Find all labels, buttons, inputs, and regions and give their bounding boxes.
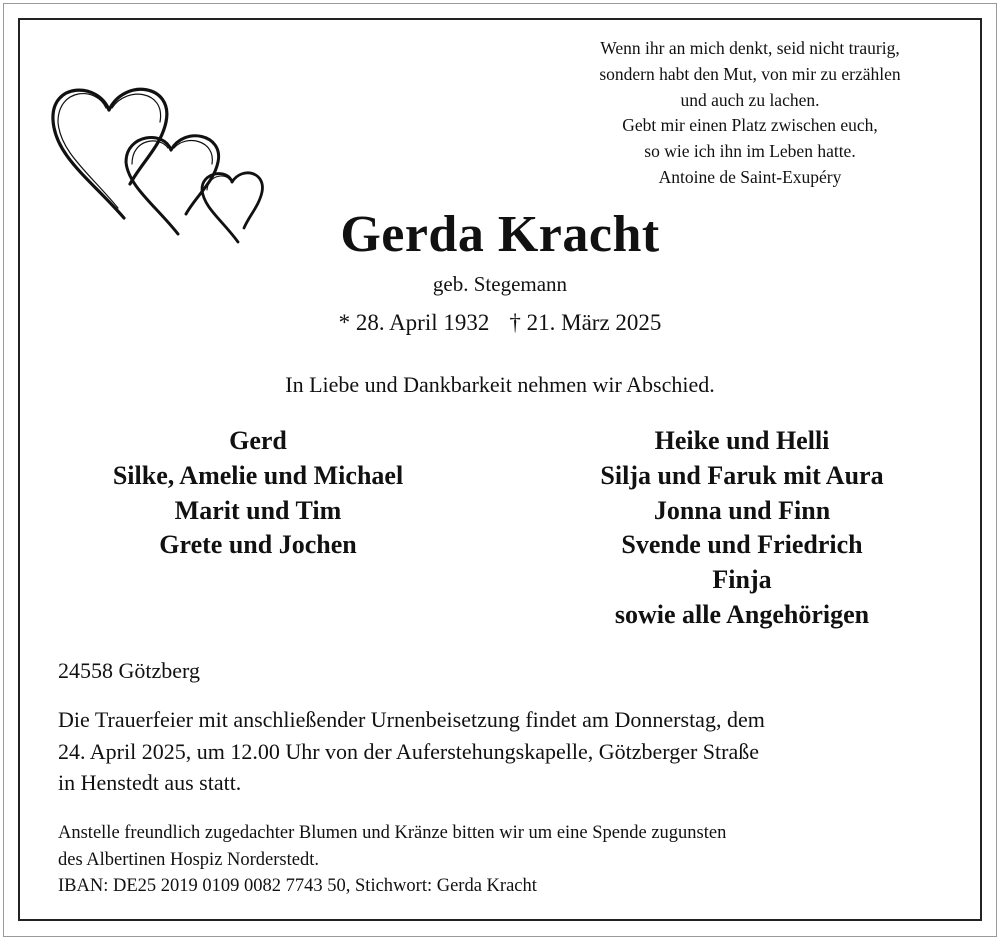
quote-line: und auch zu lachen. <box>680 89 820 110</box>
ceremony-line: Die Trauerfeier mit anschließender Urnenbeisetzung findet am Donnerstag, dem <box>58 707 765 732</box>
mourner-name: Grete und Jochen <box>159 530 357 560</box>
mourner-name: Heike und Helli <box>654 426 830 455</box>
mourners-left-column <box>58 424 458 563</box>
mourner-name: Silja und Faruk mit Aura <box>600 460 884 490</box>
farewell-text: In Liebe und Dankbarkeit nehmen wir Abschied. <box>285 372 715 397</box>
donation-info <box>58 820 968 900</box>
mourner-name: Jonna und Finn <box>653 495 831 525</box>
mourner-name: Svende und Friedrich <box>621 530 863 560</box>
ceremony-line: 24. April 2025, um 12.00 Uhr von der Auferstehungskapelle, Götzberger Straße <box>58 738 760 764</box>
death-date: † 21. März 2025 <box>509 310 662 335</box>
quote-line: so wie ich ihn im Leben hatte. <box>644 141 856 162</box>
birth-name: geb. Stegemann <box>432 272 568 296</box>
donation-line: Anstelle freundlich zugedachter Blumen und Kränze bitten wir um eine Spende zugunsten <box>58 823 727 843</box>
quote-author: Antoine de Saint-Exupéry <box>658 166 842 187</box>
life-dates <box>0 308 1000 338</box>
location: 24558 Götzberg <box>58 658 200 683</box>
birth-date: * 28. April 1932 <box>338 310 490 335</box>
mourners-right-column <box>542 424 942 633</box>
quote-line: Gebt mir einen Platz zwischen euch, <box>622 115 878 136</box>
ceremony-info <box>58 704 958 799</box>
quote-line: sondern habt den Mut, von mir zu erzählen <box>599 63 901 84</box>
donation-line: des Albertinen Hospiz Norderstedt. <box>58 849 319 870</box>
mourner-name: sowie alle Angehörigen <box>614 599 870 629</box>
donation-iban: IBAN: DE25 2019 0109 0082 7743 50, Stichwort: Gerda Kracht <box>58 876 537 896</box>
mourner-name: Finja <box>712 565 772 595</box>
deceased-name: Gerda Kracht <box>340 206 660 263</box>
quote-block <box>540 36 960 191</box>
mourner-name: Gerd <box>229 426 287 455</box>
ceremony-line: in Henstedt aus statt. <box>58 770 242 795</box>
mourner-name: Marit und Tim <box>174 495 342 525</box>
mourner-name: Silke, Amelie und Michael <box>112 460 404 490</box>
quote-line: Wenn ihr an mich denkt, seid nicht traurig, <box>600 38 900 58</box>
